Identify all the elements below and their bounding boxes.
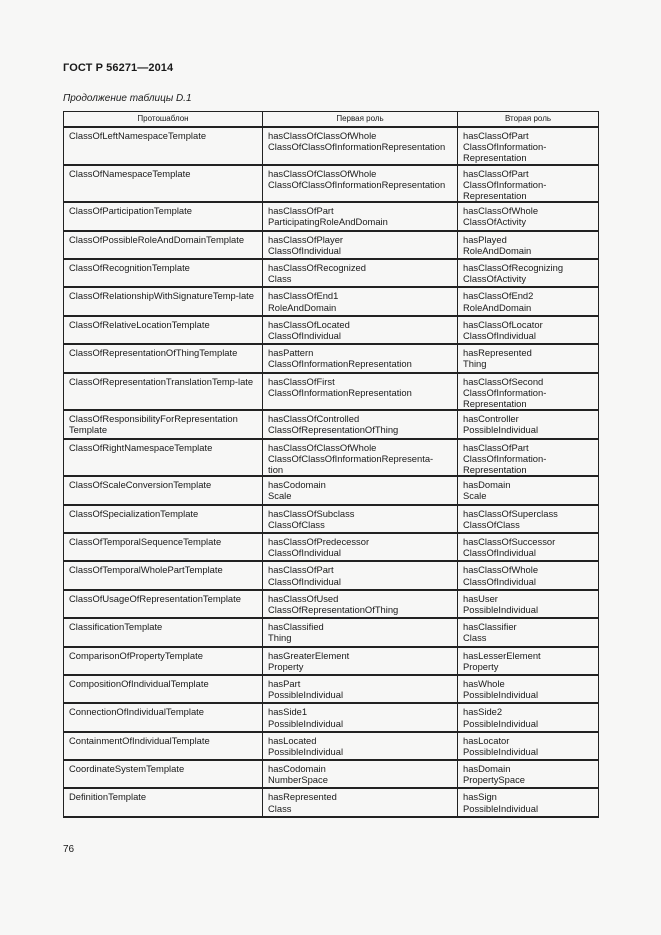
first-role-cell	[263, 732, 458, 760]
prototemplate-cell	[64, 202, 263, 230]
first-role-cell	[263, 618, 458, 646]
first-role-cell	[263, 505, 458, 533]
table-row	[64, 165, 599, 203]
first-role-line: ClassOfIndividual	[268, 244, 341, 256]
prototemplate-cell	[64, 373, 263, 411]
table-caption: Продолжение таблицы D.1	[63, 93, 192, 104]
first-role-line: ClassOfRepresentationOfThing	[268, 603, 399, 615]
first-role-line: hasClassOfPredecessor	[268, 535, 370, 547]
prototemplate-cell	[64, 316, 263, 344]
second-role-line: RoleAndDomain	[463, 244, 532, 256]
prototemplate-name: ClassOfUsageOfRepresentationTemplate	[69, 592, 241, 604]
second-role-line: hasClassOfLocator	[463, 318, 543, 330]
table-row	[64, 788, 599, 816]
prototemplate-name: ClassificationTemplate	[69, 621, 163, 633]
first-role-line: ClassOfClass	[268, 518, 325, 530]
first-role-cell	[263, 675, 458, 703]
second-role-cell	[458, 287, 599, 315]
column-header-first-role: Первая роль	[263, 112, 458, 128]
second-role-line: hasRepresented	[463, 347, 532, 359]
prototemplate-name: ClassOfRightNamespaceTemplate	[69, 441, 213, 453]
first-role-line: hasClassOfControlled	[268, 413, 360, 425]
first-role-line: ClassOfIndividual	[268, 547, 341, 559]
second-role-cell	[458, 788, 599, 816]
table-row	[64, 618, 599, 646]
first-role-line: hasClassified	[268, 621, 324, 633]
second-role-cell	[458, 703, 599, 731]
second-role-cell	[458, 476, 599, 504]
second-role-cell	[458, 590, 599, 618]
second-role-cell	[458, 439, 599, 477]
table-row	[64, 127, 599, 165]
prototemplate-name: ClassOfScaleConversionTemplate	[69, 479, 212, 491]
first-role-cell	[263, 788, 458, 816]
second-role-line: Representation	[463, 463, 527, 475]
first-role-line: hasClassOfUsed	[268, 592, 339, 604]
first-role-line: hasClassOfSubclass	[268, 507, 355, 519]
first-role-line: Class	[268, 802, 292, 814]
first-role-line: hasClassOfFirst	[268, 375, 335, 387]
prototemplate-name: ClassOfResponsibilityForRepresentation Template	[69, 413, 238, 436]
table-row	[64, 590, 599, 618]
prototemplate-name: ClassOfSpecializationTemplate	[69, 507, 199, 519]
second-role-line: PossibleIndividual	[463, 802, 539, 814]
first-role-line: NumberSpace	[268, 774, 328, 786]
second-role-line: hasSign	[463, 791, 497, 803]
first-role-line: Thing	[268, 632, 292, 644]
table-row	[64, 316, 599, 344]
first-role-line: hasClassOfLocated	[268, 318, 350, 330]
second-role-line: ClassOfInformation-	[463, 178, 547, 190]
second-role-line: hasClassOfPart	[463, 441, 529, 453]
table-header-row	[64, 112, 599, 128]
table-row	[64, 675, 599, 703]
second-role-cell	[458, 316, 599, 344]
first-role-line: hasRepresented	[268, 791, 337, 803]
second-role-line: PossibleIndividual	[463, 424, 539, 436]
second-role-line: ClassOfInformation-	[463, 386, 547, 398]
prototemplate-name: ClassOfNamespaceTemplate	[69, 167, 191, 179]
second-role-cell	[458, 202, 599, 230]
first-role-line: hasGreaterElement	[268, 649, 350, 661]
prototemplate-cell	[64, 505, 263, 533]
prototemplate-cell	[64, 703, 263, 731]
second-role-line: hasUser	[463, 592, 498, 604]
first-role-cell	[263, 127, 458, 165]
table-row	[64, 439, 599, 477]
table-row	[64, 505, 599, 533]
prototemplate-name: ComparisonOfPropertyTemplate	[69, 649, 203, 661]
first-role-cell	[263, 410, 458, 438]
second-role-line: Representation	[463, 152, 527, 164]
prototemplate-cell	[64, 760, 263, 788]
second-role-cell	[458, 127, 599, 165]
second-role-line: hasDomain	[463, 763, 511, 775]
second-role-line: hasClassOfSecond	[463, 375, 544, 387]
first-role-cell	[263, 533, 458, 561]
second-role-cell	[458, 505, 599, 533]
prototemplate-cell	[64, 533, 263, 561]
second-role-line: hasClassOfEnd2	[463, 290, 534, 302]
first-role-line: Scale	[268, 490, 292, 502]
second-role-line: hasLocator	[463, 734, 510, 746]
prototemplate-name: ClassOfRecognitionTemplate	[69, 262, 190, 273]
prototemplate-name: ClassOfLeftNamespaceTemplate	[69, 130, 207, 141]
second-role-line: PossibleIndividual	[463, 745, 539, 757]
first-role-line: PossibleIndividual	[268, 745, 344, 757]
standard-header: ГОСТ Р 56271—2014	[63, 62, 174, 74]
second-role-cell	[458, 561, 599, 589]
prototemplate-name: ClassOfRepresentationOfThingTemplate	[69, 347, 238, 359]
prototemplate-name: ClassOfTemporalSequenceTemplate	[69, 535, 222, 547]
prototemplate-cell	[64, 410, 263, 438]
table-row	[64, 476, 599, 504]
first-role-line: ClassOfClassOfInformationRepresentation	[268, 178, 446, 190]
second-role-line: Scale	[463, 490, 487, 502]
first-role-cell	[263, 590, 458, 618]
second-role-cell	[458, 410, 599, 438]
prototemplate-name: ClassOfRelativeLocationTemplate	[69, 318, 210, 330]
second-role-line: hasClassOfPart	[463, 130, 529, 141]
table-body	[64, 127, 599, 817]
first-role-line: hasClassOfPart	[268, 205, 334, 217]
prototemplate-name: ClassOfParticipationTemplate	[69, 205, 192, 217]
second-role-line: hasClassOfSuperclass	[463, 507, 558, 519]
first-role-cell	[263, 476, 458, 504]
second-role-line: Representation	[463, 190, 527, 202]
first-role-cell	[263, 760, 458, 788]
first-role-line: hasClassOfClassOfWhole	[268, 167, 377, 179]
second-role-line: Property	[463, 660, 499, 672]
second-role-line: Thing	[463, 358, 487, 370]
prototemplate-cell	[64, 732, 263, 760]
first-role-line: hasClassOfClassOfWhole	[268, 441, 377, 453]
first-role-line: hasPart	[268, 677, 301, 689]
prototemplate-cell	[64, 590, 263, 618]
first-role-cell	[263, 165, 458, 203]
prototemplate-cell	[64, 647, 263, 675]
second-role-line: PossibleIndividual	[463, 689, 539, 701]
prototemplate-cell	[64, 618, 263, 646]
second-role-cell	[458, 165, 599, 203]
second-role-line: hasClassOfSuccessor	[463, 535, 556, 547]
prototemplate-cell	[64, 439, 263, 477]
second-role-line: hasClassifier	[463, 621, 517, 633]
second-role-cell	[458, 259, 599, 287]
first-role-cell	[263, 439, 458, 477]
first-role-line: hasClassOfPlayer	[268, 233, 344, 245]
prototemplate-name: ClassOfPossibleRoleAndDomainTemplate	[69, 233, 245, 245]
first-role-cell	[263, 344, 458, 372]
first-role-cell	[263, 316, 458, 344]
second-role-line: hasWhole	[463, 677, 505, 689]
first-role-line: RoleAndDomain	[268, 301, 337, 313]
first-role-line: hasClassOfRecognized	[268, 262, 366, 273]
second-role-cell	[458, 373, 599, 411]
second-role-line: hasSide2	[463, 706, 503, 718]
table-row	[64, 533, 599, 561]
second-role-line: ClassOfInformation-	[463, 141, 547, 153]
second-role-cell	[458, 760, 599, 788]
first-role-cell	[263, 231, 458, 259]
first-role-line: PossibleIndividual	[268, 689, 344, 701]
second-role-cell	[458, 618, 599, 646]
prototemplate-name: ClassOfRepresentationTranslationTemp-late	[69, 375, 254, 387]
first-role-line: ClassOfInformationRepresentation	[268, 386, 412, 398]
prototemplate-cell	[64, 165, 263, 203]
column-header-second-role: Вторая роль	[458, 112, 599, 128]
first-role-line: ClassOfRepresentationOfThing	[268, 424, 399, 436]
prototemplate-name: ClassOfTemporalWholePartTemplate	[69, 564, 223, 576]
table-row	[64, 373, 599, 411]
first-role-cell	[263, 373, 458, 411]
table-row	[64, 703, 599, 731]
table-row	[64, 647, 599, 675]
first-role-line: hasCodomain	[268, 763, 326, 775]
second-role-cell	[458, 231, 599, 259]
page-number: 76	[63, 844, 75, 855]
first-role-line: Property	[268, 660, 304, 672]
second-role-line: Representation	[463, 397, 527, 409]
first-role-line: hasClassOfPart	[268, 564, 334, 576]
first-role-line: ClassOfInformationRepresentation	[268, 358, 412, 370]
second-role-cell	[458, 344, 599, 372]
prototemplate-cell	[64, 675, 263, 703]
prototemplate-cell	[64, 287, 263, 315]
first-role-line: ClassOfClassOfInformationRepresenta-	[268, 452, 434, 464]
prototemplate-cell	[64, 344, 263, 372]
table-row	[64, 760, 599, 788]
second-role-line: ClassOfIndividual	[463, 547, 536, 559]
second-role-line: ClassOfIndividual	[463, 575, 536, 587]
prototemplate-name: ConnectionOfIndividualTemplate	[69, 706, 204, 718]
first-role-cell	[263, 703, 458, 731]
first-role-line: PossibleIndividual	[268, 717, 344, 729]
second-role-cell	[458, 647, 599, 675]
first-role-line: ParticipatingRoleAndDomain	[268, 216, 388, 228]
second-role-line: hasController	[463, 413, 519, 425]
second-role-line: hasClassOfPart	[463, 167, 529, 179]
prototemplate-name: DefinitionTemplate	[69, 791, 147, 803]
second-role-line: hasLesserElement	[463, 649, 541, 661]
table-row	[64, 561, 599, 589]
first-role-cell	[263, 259, 458, 287]
prototemplate-cell	[64, 231, 263, 259]
table-row	[64, 410, 599, 438]
second-role-line: RoleAndDomain	[463, 301, 532, 313]
prototemplate-name: ContainmentOfIndividualTemplate	[69, 734, 210, 746]
second-role-line: ClassOfClass	[463, 518, 520, 530]
first-role-line: ClassOfIndividual	[268, 329, 341, 341]
first-role-line: Class	[268, 273, 292, 285]
second-role-line: hasPlayed	[463, 233, 507, 245]
first-role-line: hasClassOfClassOfWhole	[268, 130, 377, 141]
prototemplate-cell	[64, 788, 263, 816]
first-role-line: ClassOfIndividual	[268, 575, 341, 587]
second-role-line: ClassOfActivity	[463, 216, 527, 228]
second-role-line: ClassOfActivity	[463, 273, 527, 285]
second-role-line: PropertySpace	[463, 774, 526, 786]
first-role-cell	[263, 561, 458, 589]
first-role-cell	[263, 287, 458, 315]
second-role-cell	[458, 732, 599, 760]
prototemplate-name: CoordinateSystemTemplate	[69, 763, 185, 775]
second-role-cell	[458, 533, 599, 561]
templates-table	[63, 111, 599, 818]
first-role-cell	[263, 202, 458, 230]
table-row	[64, 202, 599, 230]
second-role-cell	[458, 675, 599, 703]
second-role-line: PossibleIndividual	[463, 717, 539, 729]
prototemplate-name: CompositionOfIndividualTemplate	[69, 677, 209, 689]
first-role-line: hasLocated	[268, 734, 317, 746]
table-row	[64, 344, 599, 372]
prototemplate-cell	[64, 127, 263, 165]
first-role-line: tion	[268, 463, 284, 475]
column-header-prototemplate: Протошаблон	[64, 112, 263, 128]
table-row	[64, 231, 599, 259]
second-role-line: hasClassOfWhole	[463, 205, 539, 217]
first-role-line: ClassOfClassOfInformationRepresentation	[268, 141, 446, 153]
second-role-line: hasDomain	[463, 479, 511, 491]
second-role-line: PossibleIndividual	[463, 603, 539, 615]
prototemplate-cell	[64, 561, 263, 589]
first-role-line: hasSide1	[268, 706, 308, 718]
second-role-line: hasClassOfWhole	[463, 564, 539, 576]
prototemplate-cell	[64, 259, 263, 287]
table-row	[64, 732, 599, 760]
table-row	[64, 259, 599, 287]
second-role-line: ClassOfInformation-	[463, 452, 547, 464]
prototemplate-cell	[64, 476, 263, 504]
prototemplate-name: ClassOfRelationshipWithSignatureTemp-late	[69, 290, 254, 302]
first-role-line: hasCodomain	[268, 479, 326, 491]
second-role-line: ClassOfIndividual	[463, 329, 536, 341]
first-role-line: hasClassOfEnd1	[268, 290, 339, 302]
first-role-line: hasPattern	[268, 347, 314, 359]
first-role-cell	[263, 647, 458, 675]
second-role-line: hasClassOfRecognizing	[463, 262, 564, 273]
table-row	[64, 287, 599, 315]
second-role-line: Class	[463, 632, 487, 644]
